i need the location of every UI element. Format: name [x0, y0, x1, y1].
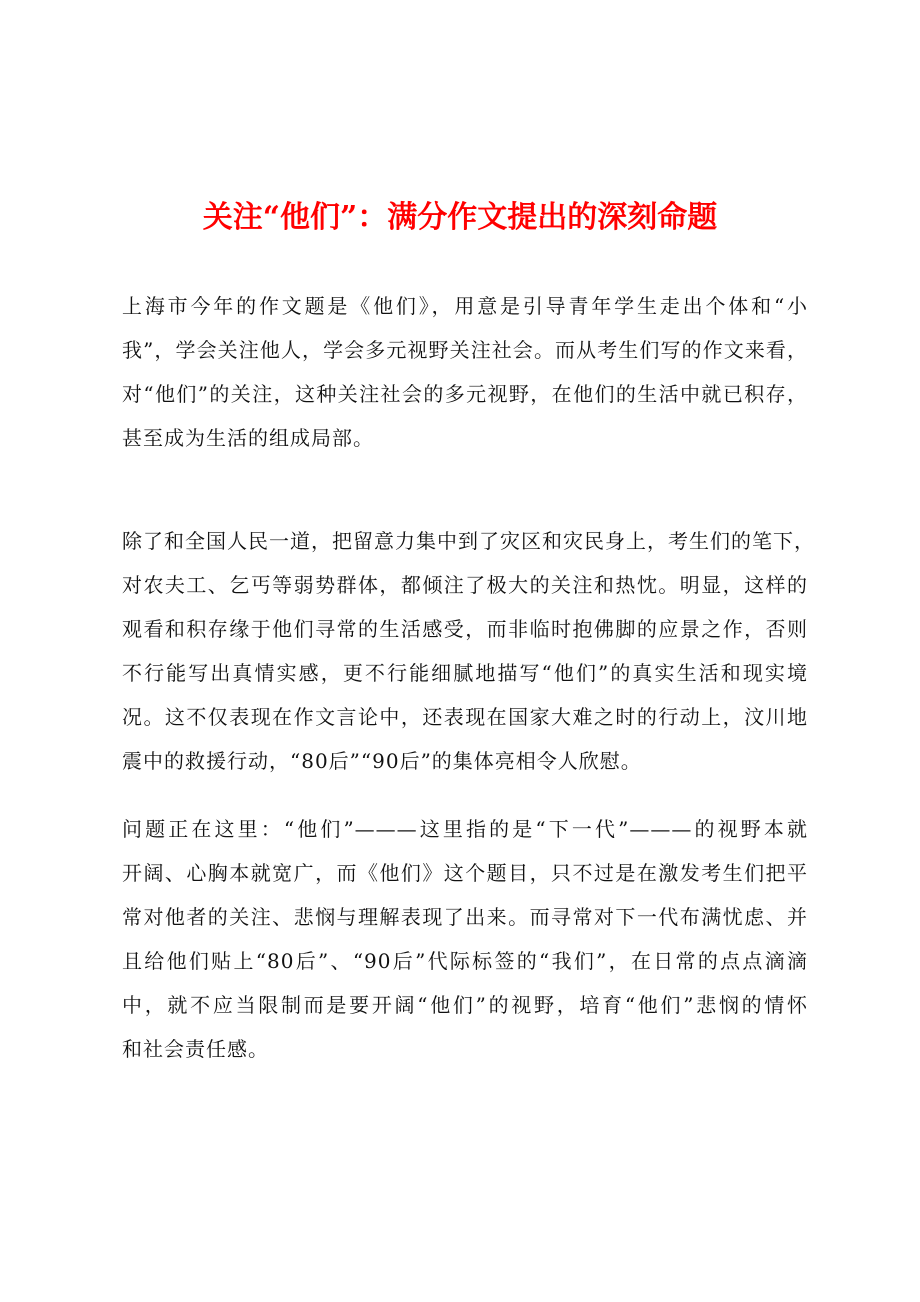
paragraph-line: 不行能写出真情实感，更不行能细腻地描写“他们”的真实生活和现实境 [122, 661, 808, 685]
paragraph-line: 且给他们贴上“80后”、“90后”代际标签的“我们”，在日常的点点滴滴 [122, 949, 808, 973]
paragraph-line: 对“他们”的关注，这种关注社会的多元视野，在他们的生活中就已积存， [122, 382, 808, 406]
paragraph-line: 甚至成为生活的组成局部。 [122, 426, 374, 450]
paragraph-line: 况。这不仅表现在作文言论中，还表现在国家大难之时的行动上，汶川地 [122, 705, 808, 729]
paragraph-2 [122, 519, 815, 783]
paragraph-line: 震中的救援行动，“80后”“90后”的集体亮相令人欣慰。 [122, 749, 642, 773]
paragraph-line: 上海市今年的作文题是《他们》，用意是引导青年学生走出个体和“小 [122, 294, 808, 318]
paragraph-line: 开阔、心胸本就宽广，而《他们》这个题目，只不过是在激发考生们把平 [122, 861, 808, 885]
paragraph-line: 中，就不应当限制而是要开阔“他们”的视野，培育“他们”悲悯的情怀 [122, 993, 808, 1017]
paragraph-line: 问题正在这里：“他们”———这里指的是“下一代”———的视野本就 [122, 817, 808, 841]
paragraph-line: 除了和全国人民一道，把留意力集中到了灾区和灾民身上，考生们的笔下， [122, 529, 815, 553]
paragraph-1 [122, 284, 808, 460]
paragraph-line: 观看和积存缘于他们寻常的生活感受，而非临时抱佛脚的应景之作，否则 [122, 617, 808, 641]
paragraph-line: 我”，学会关注他人，学会多元视野关注社会。而从考生们写的作文来看， [122, 338, 808, 362]
paragraph-line: 对农夫工、乞丐等弱势群体，都倾注了极大的关注和热忱。明显，这样的 [122, 573, 808, 597]
paragraph-line: 常对他者的关注、悲悯与理解表现了出来。而寻常对下一代布满忧虑、并 [122, 905, 808, 929]
document-title: 关注“他们”：满分作文提出的深刻命题 [202, 200, 718, 235]
paragraph-3 [122, 807, 808, 1071]
paragraph-line: 和社会责任感。 [122, 1037, 269, 1061]
